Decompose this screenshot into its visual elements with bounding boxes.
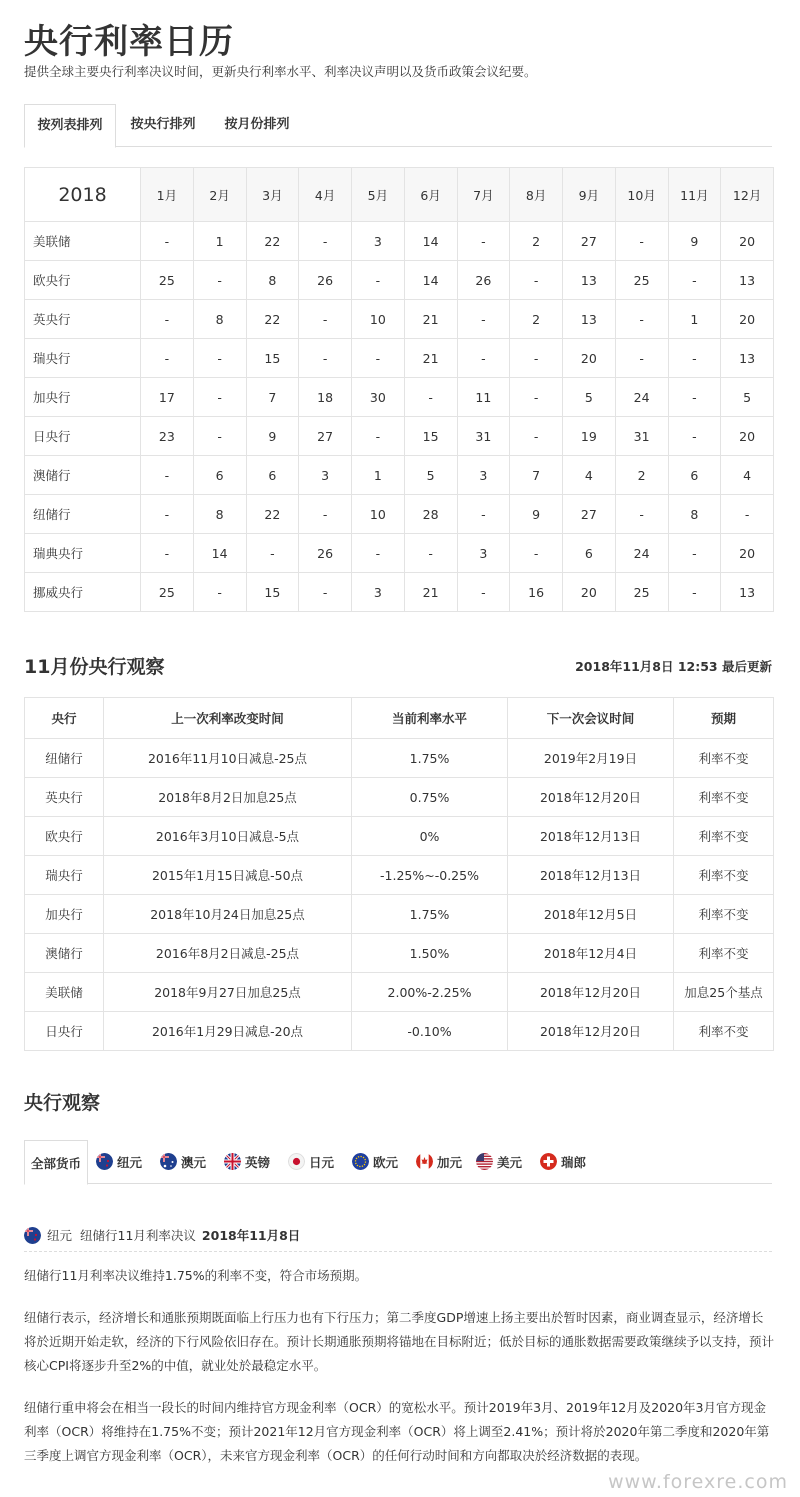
meeting-day: - <box>352 339 405 378</box>
observation-cell: 2018年12月20日 <box>508 778 674 817</box>
meeting-day: 22 <box>246 300 299 339</box>
meeting-day: 9 <box>246 417 299 456</box>
tab-label: 欧元 <box>373 1154 399 1170</box>
observation-cell: -0.10% <box>352 1012 508 1051</box>
meeting-day: 10 <box>352 495 405 534</box>
observation-row <box>25 934 774 973</box>
column-header: 下一次会议时间 <box>508 698 674 739</box>
meeting-day: 1 <box>352 456 405 495</box>
observation-row <box>25 739 774 778</box>
calendar-row <box>25 417 774 456</box>
meeting-day: 7 <box>510 456 563 495</box>
observation-cell: 英央行 <box>25 778 104 817</box>
meeting-day: 1 <box>668 300 721 339</box>
calendar-header-row <box>25 168 774 222</box>
meeting-day: 4 <box>563 456 616 495</box>
meeting-day: 28 <box>404 495 457 534</box>
bank-name: 美联储 <box>25 222 141 261</box>
meeting-day: - <box>668 261 721 300</box>
post-paragraph: 纽储行表示，经济增长和通胀预期既面临上行压力也有下行压力；第二季度GDP增速上扬主要出於暂时因素，商业调查显示，经济增长将於近期开始走软，经济的下行风险依旧存在。预计长期通胀预期将锚地在目标附近；低於目标的通胀数据需要政策继续予以支持，预计核心CPI将逐步升至2%的中值，就业处於最稳定水平。 <box>24 1310 775 1373</box>
bank-name: 欧央行 <box>25 261 141 300</box>
observation-cell: 1.75% <box>352 739 508 778</box>
observation-cell: 2018年12月20日 <box>508 973 674 1012</box>
observation-cell: 澳储行 <box>25 934 104 973</box>
tab-label: 美元 <box>497 1154 523 1170</box>
meeting-day: - <box>352 417 405 456</box>
observation-cell: 2016年1月29日减息-20点 <box>104 1012 352 1051</box>
observation-cell: 利率不变 <box>674 1012 774 1051</box>
observation-cell: 0.75% <box>352 778 508 817</box>
meeting-day: 3 <box>352 222 405 261</box>
tab-label: 英镑 <box>245 1154 271 1170</box>
meeting-day: - <box>510 378 563 417</box>
observation-cell: 利率不变 <box>674 778 774 817</box>
bank-name: 英央行 <box>25 300 141 339</box>
meeting-day: - <box>668 573 721 612</box>
calendar-row <box>25 378 774 417</box>
ca-flag-icon <box>416 1153 433 1170</box>
meeting-day: 27 <box>563 495 616 534</box>
us-flag-icon <box>476 1153 493 1170</box>
meeting-day: - <box>457 222 510 261</box>
month-header: 6月 <box>404 168 457 222</box>
meeting-day: - <box>246 534 299 573</box>
tab-label: 瑞郎 <box>561 1154 587 1170</box>
nz-flag-icon <box>96 1153 113 1170</box>
meeting-day: 4 <box>721 456 774 495</box>
calendar-row <box>25 222 774 261</box>
meeting-day: 3 <box>352 573 405 612</box>
meeting-day: - <box>193 261 246 300</box>
meeting-day: - <box>141 456 194 495</box>
post-paragraph: 纽储行11月利率决议维持1.75%的利率不变，符合市场预期。 <box>24 1268 368 1283</box>
meeting-day: 5 <box>563 378 616 417</box>
calendar-row <box>25 534 774 573</box>
observation-row <box>25 778 774 817</box>
bank-name: 瑞央行 <box>25 339 141 378</box>
tab-all-currencies[interactable] <box>24 1140 88 1185</box>
meeting-day: 21 <box>404 300 457 339</box>
observation-row <box>25 817 774 856</box>
meeting-day: 20 <box>721 534 774 573</box>
calendar-row <box>25 495 774 534</box>
tab-aud[interactable] <box>160 1140 206 1183</box>
meeting-day: - <box>457 573 510 612</box>
tab-list-view[interactable]: 按列表排列 <box>24 104 116 148</box>
meeting-day: - <box>193 573 246 612</box>
observation-cell: 利率不变 <box>674 817 774 856</box>
bank-name: 澳储行 <box>25 456 141 495</box>
meeting-day: - <box>299 495 352 534</box>
observation-cell: 利率不变 <box>674 895 774 934</box>
meeting-day: 26 <box>299 534 352 573</box>
meeting-day: 24 <box>615 378 668 417</box>
column-header: 上一次利率改变时间 <box>104 698 352 739</box>
month-header: 10月 <box>615 168 668 222</box>
meeting-day: - <box>141 300 194 339</box>
meeting-day: - <box>299 300 352 339</box>
post-paragraph: 纽储行重申将会在相当一段长的时间内维持官方现金利率（OCR）的宽松水平。预计2019年3月、2019年12月及2020年3月官方现金利率（OCR）将维持在1.75%不变；预计2021年12月官方现金利率（OCR）将上调至2.41%；预计将於2020年第二季度和2020年第三季度上调官方现金利率（OCR），未来官方现金利率（OCR）的任何行动时间和方向都取决於经济数据的表现。 <box>24 1400 770 1463</box>
meeting-day: - <box>668 417 721 456</box>
tab-label: 全部货币 <box>31 1155 82 1171</box>
post-header <box>24 1226 300 1244</box>
meeting-day: 26 <box>299 261 352 300</box>
observation-cell: 利率不变 <box>674 934 774 973</box>
observation-cell: 美联储 <box>25 973 104 1012</box>
meeting-day: 31 <box>457 417 510 456</box>
observation-cell: 2018年12月13日 <box>508 817 674 856</box>
observation-cell: 2018年9月27日加息25点 <box>104 973 352 1012</box>
meeting-day: 15 <box>246 573 299 612</box>
meeting-day: 6 <box>246 456 299 495</box>
meeting-day: 21 <box>404 339 457 378</box>
meeting-day: - <box>193 378 246 417</box>
calendar-year: 2018 <box>25 168 141 222</box>
tab-by-bank[interactable]: 按央行排列 <box>130 117 196 132</box>
meeting-day: 14 <box>404 222 457 261</box>
meeting-day: - <box>721 495 774 534</box>
post-date: 2018年11月8日 <box>201 1228 301 1243</box>
meeting-day: 25 <box>615 261 668 300</box>
currency-tabs <box>24 1140 772 1184</box>
month-header: 5月 <box>352 168 405 222</box>
meeting-day: - <box>299 222 352 261</box>
meeting-day: 2 <box>615 456 668 495</box>
observation-cell: 2018年12月20日 <box>508 1012 674 1051</box>
watermark: www.forexre.com <box>608 1471 788 1493</box>
meeting-day: 13 <box>721 261 774 300</box>
tab-chf[interactable] <box>540 1140 586 1183</box>
meeting-day: - <box>510 417 563 456</box>
observation-cell: 2.00%-2.25% <box>352 973 508 1012</box>
meeting-day: 3 <box>457 534 510 573</box>
meeting-day: 15 <box>404 417 457 456</box>
meeting-day: - <box>615 222 668 261</box>
observation-cell: 1.75% <box>352 895 508 934</box>
meeting-day: 6 <box>563 534 616 573</box>
meeting-day: 6 <box>193 456 246 495</box>
meeting-day: 31 <box>615 417 668 456</box>
bank-name: 日央行 <box>25 417 141 456</box>
observation-cell: 利率不变 <box>674 739 774 778</box>
month-header: 3月 <box>246 168 299 222</box>
meeting-day: - <box>615 300 668 339</box>
meeting-day: 8 <box>193 495 246 534</box>
tab-nzd[interactable] <box>96 1140 142 1183</box>
meeting-day: 23 <box>141 417 194 456</box>
observation-cell: 2019年2月19日 <box>508 739 674 778</box>
meeting-day: 10 <box>352 300 405 339</box>
tab-label: 加元 <box>437 1154 463 1170</box>
meeting-day: - <box>352 261 405 300</box>
meeting-day: 17 <box>141 378 194 417</box>
meeting-day: 27 <box>299 417 352 456</box>
meeting-day: - <box>193 417 246 456</box>
post-currency[interactable]: 纽元 <box>47 1228 73 1243</box>
observation-cell: 纽储行 <box>25 739 104 778</box>
observation-cell: 2015年1月15日减息-50点 <box>104 856 352 895</box>
meeting-day: - <box>457 339 510 378</box>
observation-cell: 2018年8月2日加息25点 <box>104 778 352 817</box>
calendar-row <box>25 339 774 378</box>
meeting-day: 8 <box>246 261 299 300</box>
meeting-day: - <box>404 378 457 417</box>
meeting-day: 13 <box>721 573 774 612</box>
calendar-row <box>25 261 774 300</box>
observation-title: 11月份央行观察 <box>24 656 165 678</box>
tab-cad[interactable] <box>416 1140 462 1183</box>
meeting-day: - <box>141 222 194 261</box>
au-flag-icon <box>160 1153 177 1170</box>
meeting-day: - <box>668 378 721 417</box>
meeting-day: 3 <box>457 456 510 495</box>
meeting-day: - <box>404 534 457 573</box>
meeting-day: 25 <box>615 573 668 612</box>
meeting-day: - <box>457 495 510 534</box>
tab-eur[interactable] <box>352 1140 398 1183</box>
observation-cell: 加息25个基点 <box>674 973 774 1012</box>
jp-flag-icon <box>288 1153 305 1170</box>
meeting-day: 27 <box>563 222 616 261</box>
meeting-day: 5 <box>404 456 457 495</box>
tab-label: 日元 <box>309 1154 335 1170</box>
observation-row <box>25 1012 774 1051</box>
meeting-day: 13 <box>563 261 616 300</box>
meeting-day: 9 <box>510 495 563 534</box>
meeting-day: 18 <box>299 378 352 417</box>
month-header: 9月 <box>563 168 616 222</box>
bank-name: 挪威央行 <box>25 573 141 612</box>
meeting-day: 20 <box>563 573 616 612</box>
column-header: 当前利率水平 <box>352 698 508 739</box>
meeting-day: 1 <box>193 222 246 261</box>
tab-jpy[interactable] <box>288 1140 334 1183</box>
post-headline[interactable]: 纽储行11月利率决议 <box>80 1228 196 1243</box>
meeting-day: 22 <box>246 495 299 534</box>
calendar-row <box>25 300 774 339</box>
observation-cell: 瑞央行 <box>25 856 104 895</box>
ch-flag-icon <box>540 1153 557 1170</box>
bank-name: 瑞典央行 <box>25 534 141 573</box>
uk-flag-icon <box>224 1153 241 1170</box>
meeting-day: - <box>299 573 352 612</box>
month-header: 1月 <box>141 168 194 222</box>
tab-gbp[interactable] <box>224 1140 270 1183</box>
month-header: 12月 <box>721 168 774 222</box>
observation-row <box>25 856 774 895</box>
meeting-day: 19 <box>563 417 616 456</box>
meeting-day: 5 <box>721 378 774 417</box>
month-header: 8月 <box>510 168 563 222</box>
observation-header-row <box>25 698 774 739</box>
view-tabs <box>24 104 772 147</box>
observation-cell: 2016年11月10日减息-25点 <box>104 739 352 778</box>
meeting-day: - <box>457 300 510 339</box>
meeting-day: 8 <box>193 300 246 339</box>
meeting-day: 30 <box>352 378 405 417</box>
meeting-day: - <box>141 339 194 378</box>
meeting-day: - <box>510 534 563 573</box>
meeting-day: 20 <box>721 417 774 456</box>
observation-cell: 2018年12月4日 <box>508 934 674 973</box>
bank-name: 纽储行 <box>25 495 141 534</box>
meeting-day: 7 <box>246 378 299 417</box>
tab-usd[interactable] <box>476 1140 522 1183</box>
meeting-day: 13 <box>721 339 774 378</box>
observation-cell: 1.50% <box>352 934 508 973</box>
meeting-day: 14 <box>193 534 246 573</box>
observation-cell: 日央行 <box>25 1012 104 1051</box>
eu-flag-icon <box>352 1153 369 1170</box>
meeting-day: 13 <box>563 300 616 339</box>
column-header: 预期 <box>674 698 774 739</box>
observation-cell: 2018年10月24日加息25点 <box>104 895 352 934</box>
meeting-day: 2 <box>510 300 563 339</box>
divider <box>24 1251 772 1252</box>
meeting-day: 22 <box>246 222 299 261</box>
meeting-day: - <box>668 339 721 378</box>
tab-label: 纽元 <box>117 1154 143 1170</box>
page-subtitle: 提供全球主要央行利率决议时间，更新央行利率水平、利率决议声明以及货币政策会议纪要。 <box>24 64 537 79</box>
column-header: 央行 <box>25 698 104 739</box>
meeting-day: - <box>141 495 194 534</box>
meeting-day: 21 <box>404 573 457 612</box>
meeting-day: 26 <box>457 261 510 300</box>
meeting-day: 25 <box>141 573 194 612</box>
observation-cell: 欧央行 <box>25 817 104 856</box>
meeting-day: - <box>615 339 668 378</box>
observation-cell: 2018年12月5日 <box>508 895 674 934</box>
meeting-day: - <box>615 495 668 534</box>
calendar-row <box>25 573 774 612</box>
nz-flag-icon <box>24 1227 41 1244</box>
meeting-day: - <box>510 261 563 300</box>
meeting-day: - <box>352 534 405 573</box>
month-header: 7月 <box>457 168 510 222</box>
meeting-day: 6 <box>668 456 721 495</box>
observation-cell: 2016年3月10日减息-5点 <box>104 817 352 856</box>
meeting-day: - <box>193 339 246 378</box>
meeting-day: 9 <box>668 222 721 261</box>
observation-table <box>24 697 774 1051</box>
central-bank-watch-title: 央行观察 <box>24 1092 101 1114</box>
observation-cell: 0% <box>352 817 508 856</box>
page-title: 央行利率日历 <box>24 22 234 62</box>
observation-cell: 加央行 <box>25 895 104 934</box>
meeting-day: 2 <box>510 222 563 261</box>
meeting-day: 20 <box>721 222 774 261</box>
meeting-day: 20 <box>563 339 616 378</box>
meeting-day: - <box>510 339 563 378</box>
meeting-day: 15 <box>246 339 299 378</box>
meeting-day: 3 <box>299 456 352 495</box>
meeting-day: 16 <box>510 573 563 612</box>
month-header: 11月 <box>668 168 721 222</box>
meeting-day: 8 <box>668 495 721 534</box>
observation-row <box>25 895 774 934</box>
meeting-day: 20 <box>721 300 774 339</box>
month-header: 4月 <box>299 168 352 222</box>
meeting-day: 14 <box>404 261 457 300</box>
observation-row <box>25 973 774 1012</box>
calendar-row <box>25 456 774 495</box>
observation-cell: 2016年8月2日减息-25点 <box>104 934 352 973</box>
observation-cell: 利率不变 <box>674 856 774 895</box>
meeting-day: - <box>141 534 194 573</box>
month-header: 2月 <box>193 168 246 222</box>
meeting-day: 11 <box>457 378 510 417</box>
tab-by-month[interactable]: 按月份排列 <box>224 117 290 132</box>
last-updated: 2018年11月8日 12:53 最后更新 <box>575 659 772 674</box>
meeting-day: - <box>299 339 352 378</box>
tab-label: 澳元 <box>181 1154 207 1170</box>
rate-calendar-table <box>24 167 774 612</box>
observation-cell: 2018年12月13日 <box>508 856 674 895</box>
bank-name: 加央行 <box>25 378 141 417</box>
meeting-day: 24 <box>615 534 668 573</box>
meeting-day: 25 <box>141 261 194 300</box>
meeting-day: - <box>668 534 721 573</box>
observation-cell: -1.25%~-0.25% <box>352 856 508 895</box>
